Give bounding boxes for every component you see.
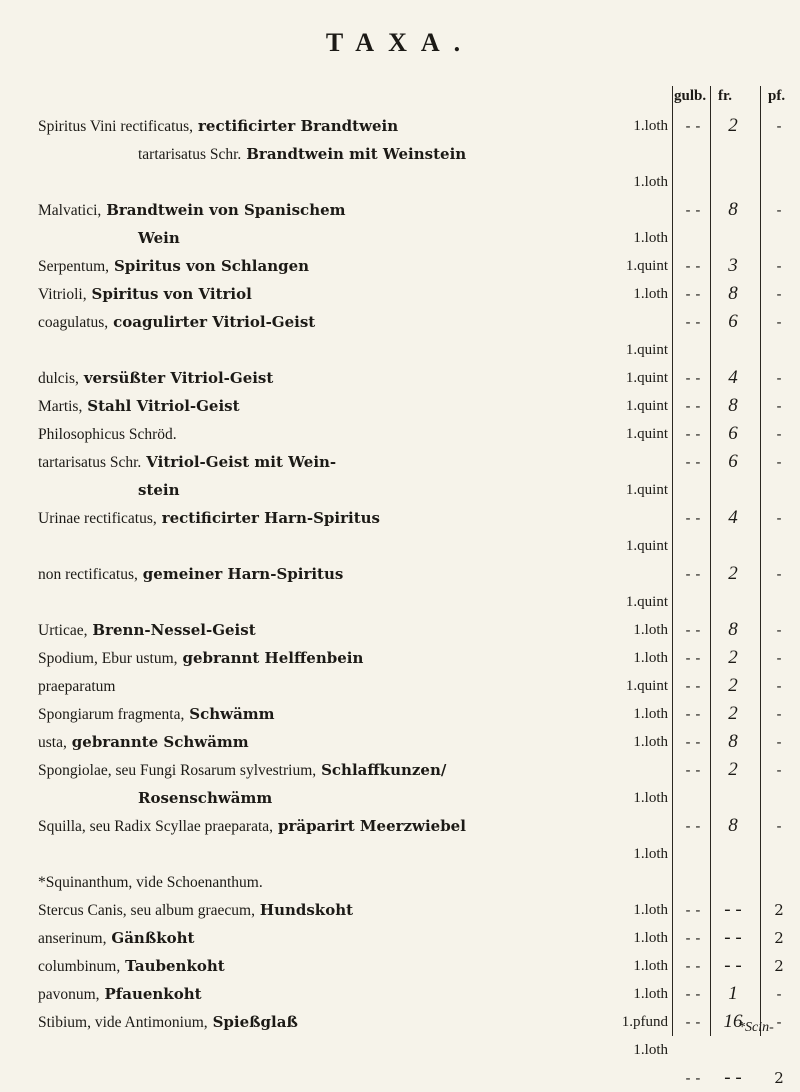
price-kreuzer: 16 — [723, 1011, 743, 1032]
price-entry — [38, 196, 798, 252]
entry-line — [38, 168, 798, 196]
price-entry — [38, 812, 798, 868]
german-name: Schwämm — [189, 705, 275, 723]
latin-name: Spongiarum fragmenta, — [38, 706, 185, 723]
price-entry — [38, 896, 798, 924]
price-entry — [38, 924, 798, 952]
quantity-unit: 1.loth — [633, 286, 668, 302]
entry-line — [38, 812, 798, 840]
latin-name: Philosophicus Schröd. — [38, 426, 177, 443]
price-entry — [38, 868, 798, 896]
price-gulden: - - — [685, 565, 701, 583]
entry-line — [38, 1064, 798, 1092]
entry-line — [38, 476, 798, 504]
price-kreuzer: 8 — [728, 815, 738, 836]
price-kreuzer: 8 — [728, 731, 738, 752]
price-gulden: - - — [685, 1013, 701, 1031]
entry-line — [38, 616, 798, 644]
quantity-unit: 1.loth — [633, 174, 668, 190]
price-gulden: - - — [685, 453, 701, 471]
price-entry — [38, 560, 798, 616]
entry-line — [38, 224, 798, 252]
latin-name: tartarisatus Schr. — [138, 146, 242, 163]
price-pfennig: - — [776, 621, 782, 639]
quantity-unit: 1.quint — [625, 342, 668, 358]
german-name: Brenn-Nessel-Geist — [92, 621, 256, 639]
price-kreuzer: 8 — [728, 395, 738, 416]
entry-line — [38, 448, 798, 476]
price-entry — [38, 308, 798, 364]
quantity-unit: 1.loth — [633, 846, 668, 862]
quantity-unit: 1.quint — [625, 482, 668, 498]
price-gulden: - - — [685, 901, 701, 919]
price-pfennig: 2 — [774, 1069, 784, 1087]
catchword: *Scin- — [738, 1020, 774, 1035]
quantity-unit: 1.loth — [633, 930, 668, 946]
latin-name: *Squinanthum, vide Schoenanthum. — [38, 874, 263, 891]
price-entry — [38, 448, 798, 504]
entry-line — [38, 868, 798, 896]
price-kreuzer: - - — [724, 955, 742, 976]
column-header-kreuzer: fr. — [718, 88, 733, 104]
price-pfennig: - — [776, 761, 782, 779]
price-pfennig: - — [776, 985, 782, 1003]
price-entry — [38, 672, 798, 700]
quantity-unit: 1.quint — [625, 426, 668, 442]
price-gulden: - - — [685, 285, 701, 303]
price-kreuzer: 2 — [728, 759, 738, 780]
price-pfennig: - — [776, 257, 782, 275]
price-kreuzer: 4 — [728, 507, 738, 528]
price-gulden: - - — [685, 257, 701, 275]
entry-line — [38, 588, 798, 616]
entry-line — [38, 896, 798, 924]
price-entry — [38, 392, 798, 420]
price-pfennig: 2 — [774, 957, 784, 975]
quantity-unit: 1.loth — [633, 706, 668, 722]
price-pfennig: - — [776, 313, 782, 331]
price-entry — [38, 644, 798, 672]
german-name: präparirt Meerzwiebel — [277, 817, 466, 835]
price-gulden: - - — [685, 761, 701, 779]
latin-name: Urticae, — [38, 622, 88, 639]
latin-name: Malvatici, — [38, 202, 102, 219]
latin-name: Spongiolae, seu Fungi Rosarum sylvestrium, — [38, 762, 317, 779]
quantity-unit: 1.pfund — [621, 1014, 668, 1030]
german-name: Stahl Vitriol-Geist — [87, 397, 240, 415]
entry-line — [38, 420, 798, 448]
price-entry — [38, 364, 798, 392]
price-gulden: - - — [685, 649, 701, 667]
price-gulden: - - — [685, 705, 701, 723]
latin-name: Stercus Canis, seu album graecum, — [38, 902, 255, 919]
entry-line — [38, 672, 798, 700]
price-entry — [38, 616, 798, 644]
latin-name: dulcis, — [38, 370, 79, 387]
quantity-unit: 1.loth — [633, 650, 668, 666]
price-pfennig: - — [776, 201, 782, 219]
entry-line — [38, 924, 798, 952]
price-kreuzer: 3 — [728, 255, 738, 276]
german-name: gemeiner Harn-Spiritus — [142, 565, 344, 583]
price-gulden: - - — [685, 509, 701, 527]
price-kreuzer: 2 — [728, 115, 738, 136]
quantity-unit: 1.loth — [633, 734, 668, 750]
quantity-unit: 1.quint — [625, 538, 668, 554]
latin-name: Urinae rectificatus, — [38, 510, 157, 527]
german-name: rectificirter Brandtwein — [198, 117, 399, 135]
price-pfennig: - — [776, 425, 782, 443]
latin-name: tartarisatus Schr. — [38, 454, 142, 471]
latin-name: Vitrioli, — [38, 286, 87, 303]
entry-line — [38, 196, 798, 224]
price-pfennig: - — [776, 1013, 782, 1031]
running-head: TAXA. — [325, 28, 475, 57]
price-entry — [38, 756, 798, 812]
price-kreuzer: 1 — [728, 983, 738, 1004]
price-kreuzer: - - — [724, 899, 742, 920]
latin-name: Squilla, seu Radix Scyllae praeparata, — [38, 818, 274, 835]
german-name: stein — [138, 481, 180, 499]
price-entry — [38, 952, 798, 980]
price-kreuzer: 2 — [728, 647, 738, 668]
price-gulden: - - — [685, 677, 701, 695]
price-gulden: - - — [685, 369, 701, 387]
latin-name: columbinum, — [38, 958, 121, 975]
quantity-unit: 1.loth — [633, 986, 668, 1002]
price-entry — [38, 280, 798, 308]
entry-line — [38, 504, 798, 532]
price-kreuzer: 8 — [728, 199, 738, 220]
price-kreuzer: 4 — [728, 367, 738, 388]
quantity-unit: 1.quint — [625, 678, 668, 694]
column-header-pfennig: pf. — [768, 88, 786, 104]
price-list — [38, 112, 798, 1092]
entry-line — [38, 280, 798, 308]
german-name: Brandtwein mit Weinstein — [246, 145, 467, 163]
quantity-unit: 1.quint — [625, 398, 668, 414]
entry-line — [38, 252, 798, 280]
german-name: Spiritus von Vitriol — [91, 285, 252, 303]
price-gulden: - - — [685, 1069, 701, 1087]
price-pfennig: - — [776, 733, 782, 751]
price-kreuzer: 2 — [728, 703, 738, 724]
german-name: gebrannte Schwämm — [71, 733, 249, 751]
german-name: coagulirter Vitriol-Geist — [113, 313, 316, 331]
latin-name: Spodium, Ebur ustum, — [38, 650, 178, 667]
entry-line — [38, 308, 798, 336]
latin-name: anserinum, — [38, 930, 107, 947]
quantity-unit: 1.loth — [633, 118, 668, 134]
entry-line — [38, 392, 798, 420]
price-entry — [38, 980, 798, 1008]
entry-line — [38, 336, 798, 364]
quantity-unit: 1.loth — [633, 622, 668, 638]
price-kreuzer: 8 — [728, 619, 738, 640]
quantity-unit: 1.loth — [633, 790, 668, 806]
price-pfennig: - — [776, 369, 782, 387]
price-gulden: - - — [685, 397, 701, 415]
price-kreuzer: 8 — [728, 283, 738, 304]
entry-line — [38, 364, 798, 392]
entry-line — [38, 784, 798, 812]
entry-line — [38, 1008, 798, 1036]
price-gulden: - - — [685, 117, 701, 135]
price-entry — [38, 420, 798, 448]
entry-line — [38, 980, 798, 1008]
latin-name: non rectificatus, — [38, 566, 138, 583]
price-kreuzer: - - — [724, 927, 742, 948]
price-kreuzer: 2 — [728, 675, 738, 696]
german-name: Brandtwein von Spanischem — [106, 201, 346, 219]
quantity-unit: 1.quint — [625, 370, 668, 386]
german-name: Pfauenkoht — [104, 985, 202, 1003]
entry-line — [38, 952, 798, 980]
latin-name: Stibium, vide Antimonium, — [38, 1014, 208, 1031]
price-gulden: - - — [685, 313, 701, 331]
latin-name: pavonum, — [38, 986, 100, 1003]
entry-line — [38, 700, 798, 728]
column-header-gulden: gulb. — [674, 88, 707, 104]
quantity-unit: 1.loth — [633, 1042, 668, 1058]
price-pfennig: - — [776, 677, 782, 695]
entry-line — [38, 756, 798, 784]
price-kreuzer: 6 — [728, 451, 738, 472]
price-entry — [38, 700, 798, 728]
price-kreuzer: 6 — [728, 423, 738, 444]
entry-line — [38, 1036, 798, 1064]
price-gulden: - - — [685, 985, 701, 1003]
german-name: Gänßkoht — [111, 929, 195, 947]
entry-line — [38, 728, 798, 756]
german-name: Spiritus von Schlangen — [113, 257, 310, 275]
entry-line — [38, 644, 798, 672]
price-entry — [38, 1064, 798, 1092]
price-entry — [38, 728, 798, 756]
price-pfennig: 2 — [774, 929, 784, 947]
price-kreuzer: - - — [724, 1067, 742, 1088]
price-pfennig: - — [776, 509, 782, 527]
price-pfennig: - — [776, 817, 782, 835]
entry-line — [38, 532, 798, 560]
price-entry — [38, 504, 798, 560]
quantity-unit: 1.quint — [625, 594, 668, 610]
german-name: rectificirter Harn-Spiritus — [161, 509, 380, 527]
latin-name: Martis, — [38, 398, 83, 415]
quantity-unit: 1.quint — [625, 258, 668, 274]
latin-name: usta, — [38, 734, 67, 751]
price-entry — [38, 1008, 798, 1064]
german-name: Spießglaß — [212, 1013, 298, 1031]
quantity-unit: 1.loth — [633, 230, 668, 246]
price-gulden: - - — [685, 929, 701, 947]
price-gulden: - - — [685, 621, 701, 639]
price-pfennig: - — [776, 453, 782, 471]
german-name: Wein — [138, 229, 180, 247]
latin-name: praeparatum — [38, 678, 116, 695]
latin-name: Spiritus Vini rectificatus, — [38, 118, 194, 135]
german-name: gebrannt Helffenbein — [182, 649, 364, 667]
price-gulden: - - — [685, 957, 701, 975]
price-gulden: - - — [685, 817, 701, 835]
price-kreuzer: 6 — [728, 311, 738, 332]
entry-line — [38, 140, 798, 168]
german-name: Taubenkoht — [125, 957, 225, 975]
entry-line — [38, 840, 798, 868]
price-pfennig: - — [776, 705, 782, 723]
quantity-unit: 1.loth — [633, 958, 668, 974]
latin-name: coagulatus, — [38, 314, 109, 331]
german-name: Hundskoht — [259, 901, 354, 919]
price-pfennig: - — [776, 397, 782, 415]
price-pfennig: 2 — [774, 901, 784, 919]
german-name: Vitriol-Geist mit Wein- — [146, 453, 337, 471]
german-name: Schlaffkunzen/ — [321, 761, 447, 779]
latin-name: Serpentum, — [38, 258, 110, 275]
german-name: versüßter Vitriol-Geist — [83, 369, 274, 387]
german-name: Rosenschwämm — [138, 789, 273, 807]
quantity-unit: 1.loth — [633, 902, 668, 918]
price-gulden: - - — [685, 201, 701, 219]
price-pfennig: - — [776, 565, 782, 583]
price-gulden: - - — [685, 733, 701, 751]
entry-line — [38, 112, 798, 140]
price-pfennig: - — [776, 117, 782, 135]
entry-line — [38, 560, 798, 588]
price-pfennig: - — [776, 649, 782, 667]
price-kreuzer: 2 — [728, 563, 738, 584]
price-entry — [38, 252, 798, 280]
price-pfennig: - — [776, 285, 782, 303]
price-gulden: - - — [685, 425, 701, 443]
price-entry — [38, 112, 798, 196]
